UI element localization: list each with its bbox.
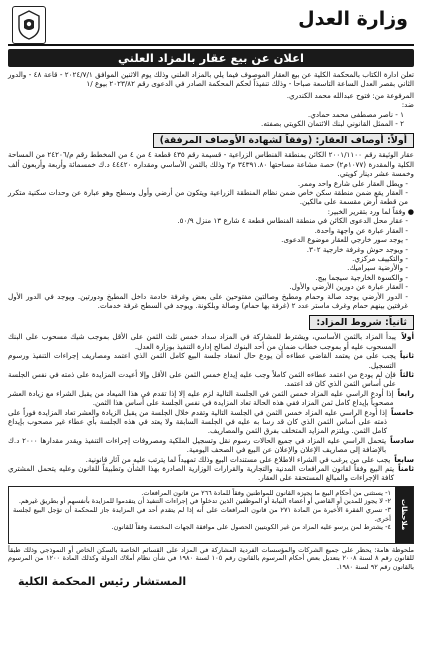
- emblem-drawing: [15, 9, 43, 41]
- plaintiff-line: المرفوعة من: فتوح عبدالله محمد الكندري.: [286, 90, 414, 100]
- property-bullet: - الدور الأرضي يوجد صالة وحمام ومطبخ وصالتين مفتوحين على بعض وغرفة خادمة داخل المطبخ ودورتين. ويوجد في الدور الأول غرفتين بينهم حمام وغرف ماستر عدد ٢ (غرفة بها حمام) وصالة وبلكونة. ويوجد في السطح غرفة خدمات.: [8, 291, 408, 310]
- condition-text: إذا أودع الراسي عليه المزاد خمس الثمن في الجلسة التالية وتقدم خلال الجلسة من يقبل الزيادة والعشر تعاد المزايدة فوراً على ذمته على أساس الثمن الذي كان قد رسا به عليه في الجلسة السابقة ولا يعتد في هذه الجلسة بأي عطاء غير مصحوب بإيداع كامل الثمن. ويلتزم المزايد المتخلف بفرق الثمن والمصاريف.: [8, 407, 388, 436]
- condition-text: يبدأ المزاد بالثمن الأساسي، ويشترط للمشاركة في المزاد سداد خمس ثلث الثمن على الأقل بموجب شيك مسحوب على البنك المسحوب عليه أو بموجب خطاب ضمان من أحد البنوك لصالح إدارة التنفيذ بوزارة العدل.: [8, 332, 396, 351]
- condition-item: [8, 370, 414, 389]
- property-bullet: - العقار يقع ضمن منطقة سكن خاص ضمن نظام المنطقة الزراعية ويتكون من أرضي وأول وسطح وهو عبارة عن وحدات سكنية متكرر من قطعة أرض مقسمة على مالكين.: [8, 188, 408, 207]
- section-1-heading-wrap: [8, 128, 414, 148]
- defendants-label: ضد:: [401, 100, 414, 110]
- notes-label: ملاحظات: [395, 487, 413, 543]
- condition-number: خامساً: [391, 407, 414, 417]
- condition-number: سادساً: [390, 435, 414, 445]
- condition-item: [8, 332, 414, 351]
- auction-conditions: [8, 332, 414, 483]
- property-bullet: - العقار عبارة عن واجهة واحدة.: [314, 225, 408, 235]
- condition-item: [8, 455, 414, 464]
- signature: المستشار رئيس المحكمة الكلية: [18, 574, 187, 588]
- note-item: ٣- تسري الفقرة الأخيرة من المادة ٢٧١ من قانون المرافعات على أنه إذا لم يتقدم أحد في المزايدة جاز للمحكمة أن تؤجل البيع لجلسة أخرى.: [13, 506, 391, 523]
- property-bullet: - والكسوة الخارجية سيجما بيج.: [315, 272, 408, 282]
- condition-text: يجب على من يرغب في الشراء الاطلاع على مستندات البيع وذلك تمهيداً لما يترتب عليه من آثار قانونية.: [85, 454, 391, 464]
- property-bullet: - يوجد سور خارجي للعقار موضوع الدعوى.: [281, 235, 408, 245]
- note-item: ٤- يشترط لمن يرسو عليه المزاد من غير الكويتيين الحصول على موافقة الجهات المختصة وفقاً للقانون.: [111, 523, 391, 532]
- condition-number: رابعاً: [397, 388, 414, 398]
- notice-title-bar: اعلان عن بيع عقار بالمزاد العلني: [8, 49, 414, 67]
- condition-number: ثانياً: [399, 351, 414, 361]
- condition-number: أولاً: [401, 332, 414, 342]
- property-bullet: - ويوجد حوش وغرفة خارجية ٣٠٢.: [306, 244, 408, 254]
- condition-text: يجب على من يعتمد القاضي عطاءه أن يودع حال انعقاد جلسة البيع كامل الثمن الذي اعتمد ومصاريف إجراءات التنفيذ ورسوم التسجيل.: [8, 351, 396, 370]
- intro-paragraph: تعلن ادارة الكتاب بالمحكمة الكلية عن بيع العقار الموصوف فيما يلي بالمزاد العلني وذلك يوم الاثنين الموافق ٢٠٢٤/٧/١ - قاعة ٤٨ - والدور الثاني بقصر العدل الساعة التاسعة صباحا - وذلك تنفيذاً لحكم المحكمة الصادر في الدعوى رقم ٢٠٢٣/٨٢ بيوع /١: [8, 70, 415, 89]
- section-1-title: أولاً: أوصاف العقار: (وفقاً لشهادة الأوصاف المرفقة): [153, 133, 414, 148]
- property-bullet: - والأرضية سيراميك.: [347, 263, 408, 273]
- expert-report-heading: ● وفقاً لما ورد بتقرير الخبير:: [327, 206, 414, 216]
- condition-item: [8, 408, 414, 436]
- condition-text: إذا أودع الراسي عليه المزاد خمس الثمن في الجلسة التالية لزم عليه إلا إذا تقدم في هذا الميعاد من يقبل الشراء مع زيادة العشر مصحوباً بإيداع كامل ثمن المزاد ففي هذه الحالة تعاد المزايدة في نفس الجلسة على أساس هذا الثمن.: [8, 388, 394, 408]
- property-bullet: - والتكييف مركزي.: [352, 253, 408, 263]
- property-bullet: - ويطل العقار على شارع واحد وممر.: [297, 178, 408, 188]
- condition-number: ثامناً: [398, 464, 414, 474]
- condition-item: [8, 436, 414, 455]
- condition-text: يتم البيع وفقاً لقانون المرافعات المدنية والتجارية والقرارات الوزارية الصادرة بهذا الشأن وتطبيقاً للقانون وعليه يتحمل المشتري كافة الإجراءات والمبالغ المستحقة على العقار.: [8, 464, 395, 483]
- closing-note: ملحوظة هامة: يحظر على جميع الشركات والمؤسسات الفردية المشاركة في المزاد على القسائم الخاصة بالسكن الخاص أو النموذجي وذلك طبقاً للقانون رقم ٨ لسنة ٢٠٠٨ بتعديل بعض أحكام المرسوم بالقانون رقم ١٠٥ لسنة ١٩٨٠ في شأن نظام أملاك الدولة وكذلك المادة ١٢٠٠ من المرسوم بالقانون رقم ٩٢ لسنة ١٩٨٠.: [8, 545, 414, 572]
- section-2-heading-wrap: [8, 310, 414, 330]
- header: [8, 6, 414, 46]
- section-2-title: ثانياً: شروط المزاد:: [309, 315, 414, 330]
- property-bullet: - عقار محل الدعوى الكائن في منطقة الفنطاس قطعة ٤ شارع ١٣ منزل ٥٠/٩.: [177, 216, 408, 226]
- condition-text: يتحمل الراسي عليه المزاد في جميع الحالات رسوم نقل وتسجيل الملكية ومصروفات إجراءات التنفيذ ويقدر مقدارها ٢٠٠٠ د.ك بالإضافة إلى مصاريف الإعلان والإعلان عن البيع في الصحف اليومية.: [8, 435, 387, 455]
- note-item: ٢- لا يجوز للمدين أو القاضي أو أعضاء النيابة أو الموظفين الذين تدخلوا في إجراءات التنفيذ أن يتقدموا للمزايدة بأنفسهم أو بطريق غيرهم.: [18, 497, 391, 506]
- notes-box: [8, 486, 414, 544]
- condition-number: سابعاً: [394, 454, 414, 464]
- property-bullet: - العقار عبارة عن دورين الأرضي والأول.: [289, 282, 408, 292]
- parties-block: [8, 91, 414, 129]
- ministry-title: وزارة العدل: [298, 8, 408, 30]
- condition-number: ثالثاً: [399, 369, 414, 379]
- condition-item: [8, 351, 414, 370]
- condition-text: فإن لم يودع من اعتمد عطاءه الثمن كاملاً وجب عليه إيداع خمس الثمن على الأقل وإلا أعيدت المزايدة على ذمته في نفس الجلسة على أساس الثمن الذي كان قد اعتمد.: [8, 369, 396, 389]
- state-emblem-icon: [12, 6, 46, 44]
- property-description: عقار الوثيقة رقم ٢٠٠١/١١٠٠ الكائن بمنطقة الفنطاس الزراعية - قسيمة رقم ٤٣٥ قطعة ٤ من ٤ من المخطط رقم م/٢٤٢٠٦ من المساحة الكلية والمقدرة (١٠٧٧م٢) حصة مشاعة مساحتها ٣٤٣٩١.٨٠ م٢ وذلك بالثمن الأساسي ومقداره ٤٤٤٢٠ د.ك خمسمائة وأربعة وأربعون ألف وخمسة عشر دينار كويتي.: [8, 150, 414, 179]
- defendant-2: ٢ - الممثل القانوني لبنك الائتمان الكويتي بصفته.: [261, 119, 404, 129]
- note-item: ١- يستثنى من أحكام البيع ما يجيزه القانون للمواطنين وفقاً للمادة ٢٦٦ من قانون المرافعات.: [141, 488, 391, 497]
- defendant-1: ١ - ناصر مصطفى محمد حمادي.: [307, 109, 404, 119]
- condition-item: [8, 389, 414, 408]
- condition-item: [8, 464, 414, 483]
